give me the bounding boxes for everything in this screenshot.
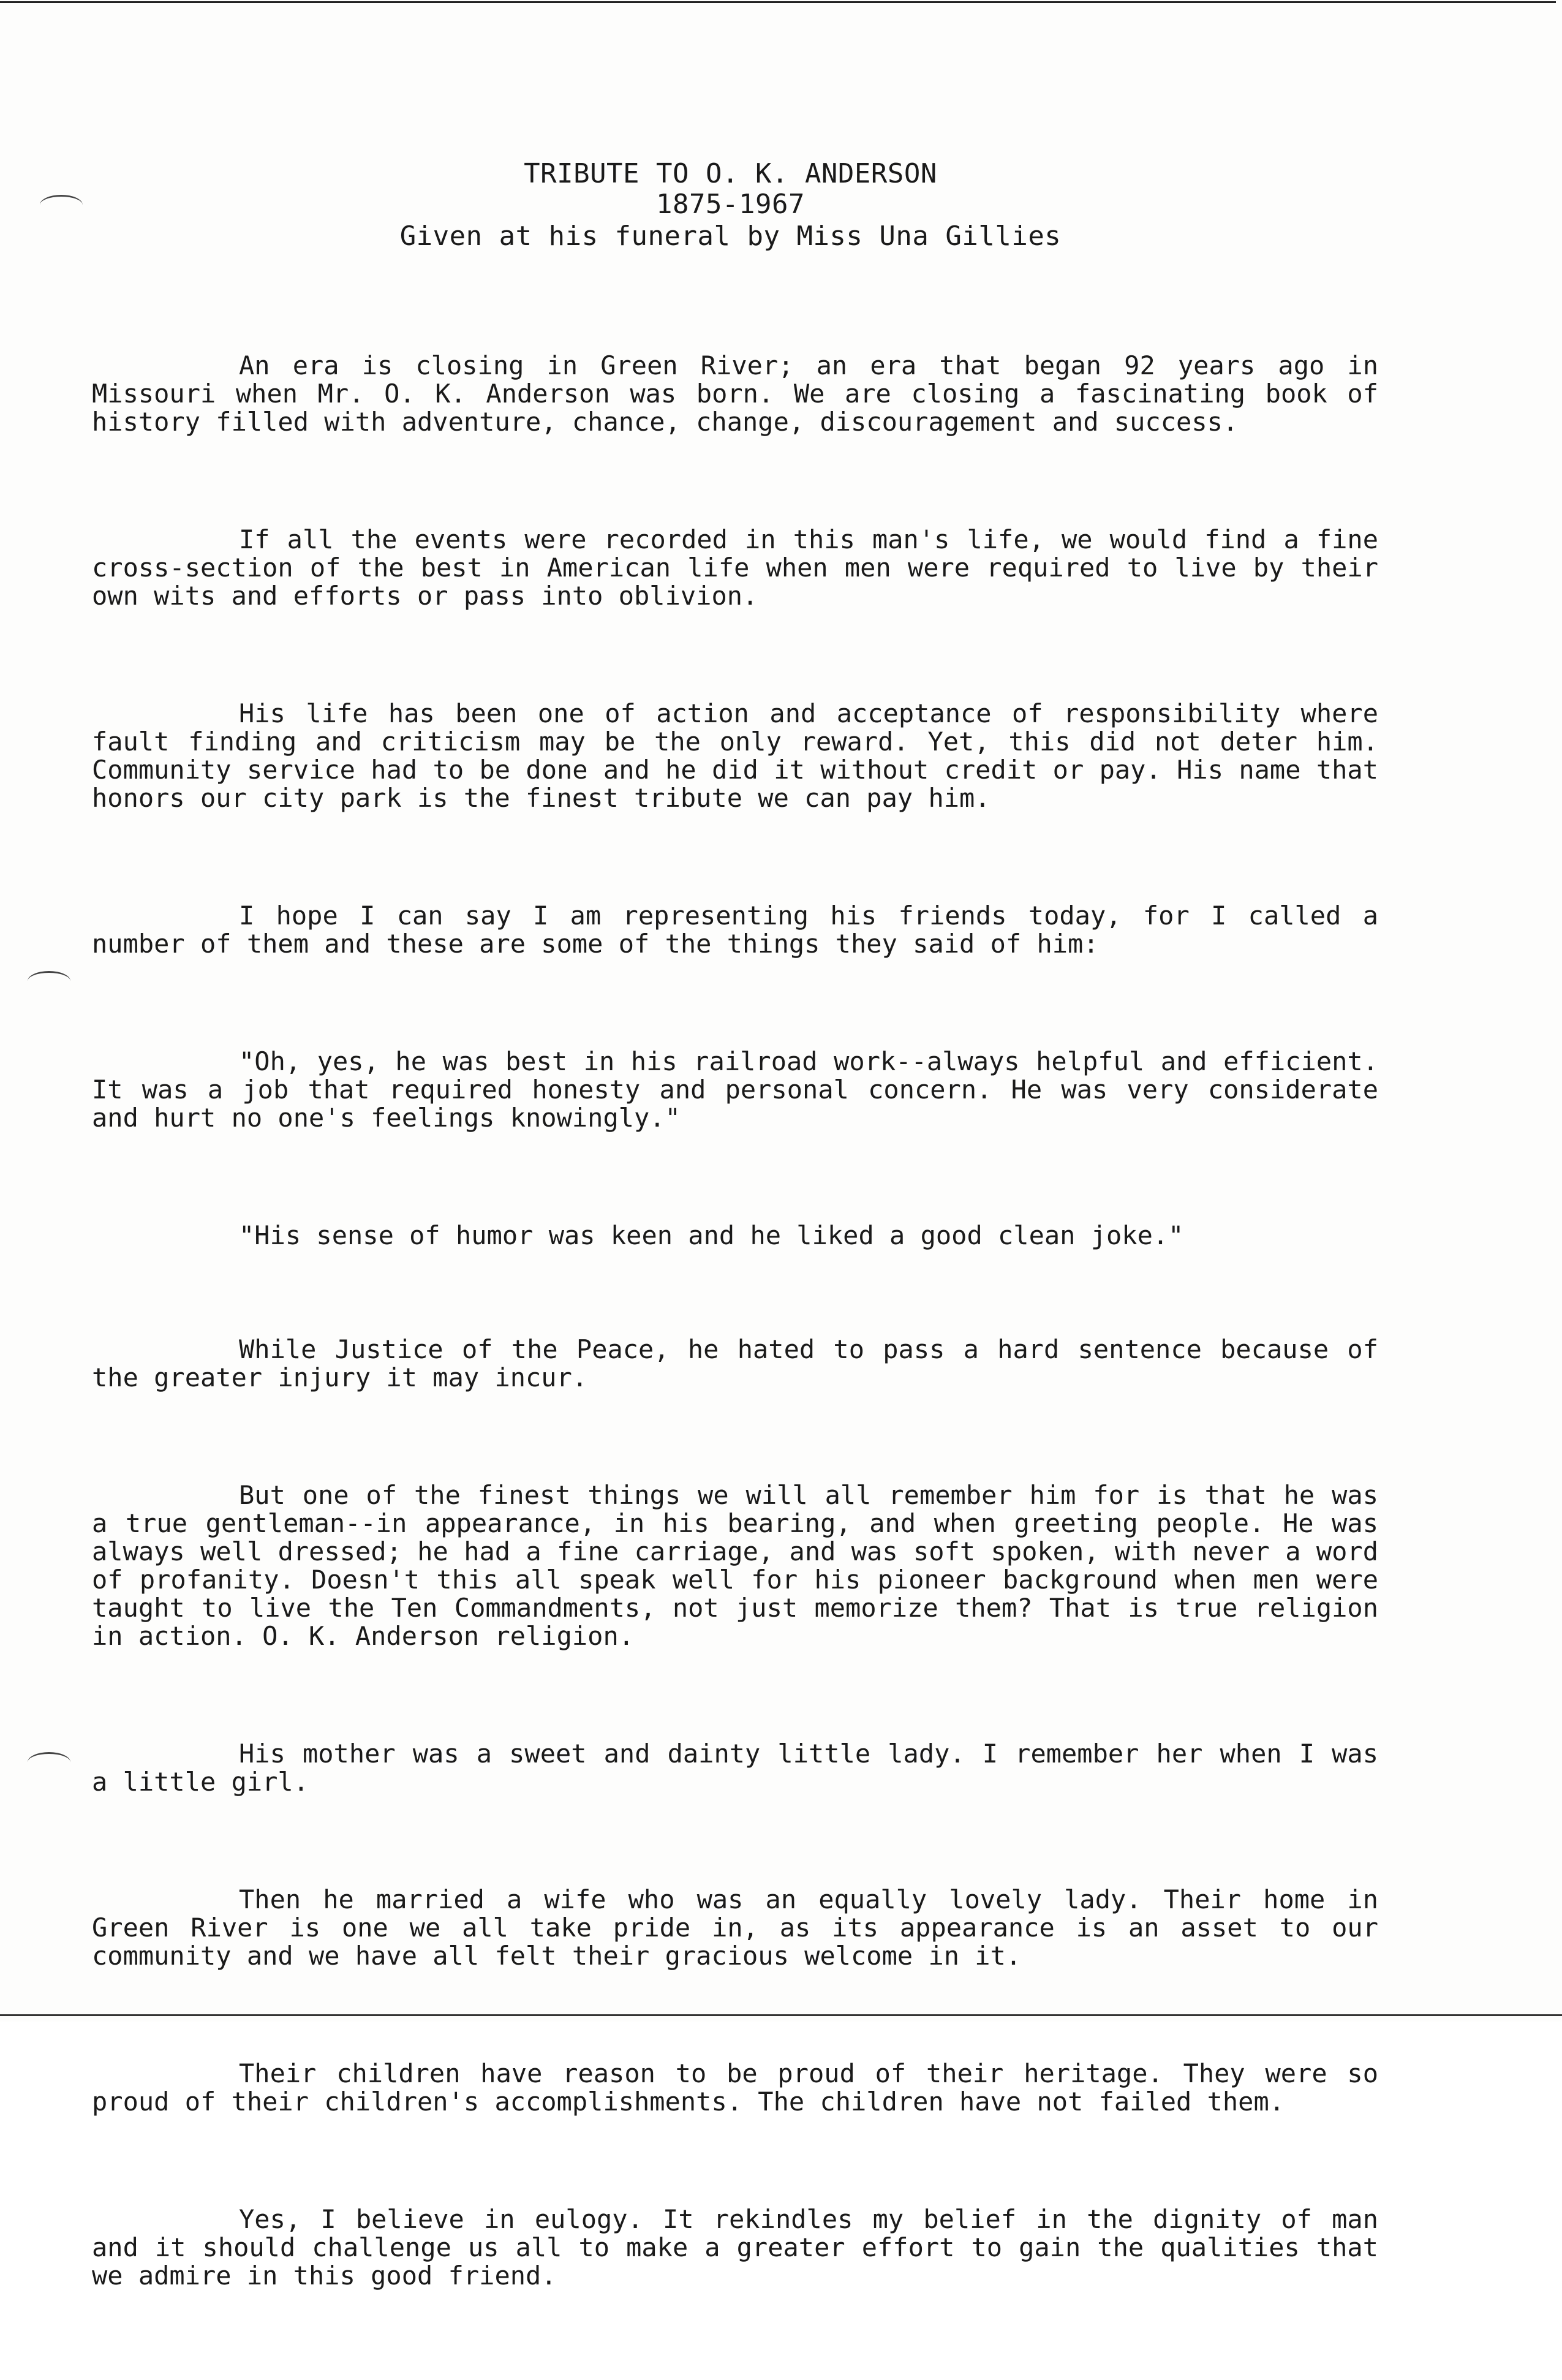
paragraph-children: Their children have reason to be proud of their heritage. They were so proud of their children's accomplishments. The children have not failed them. <box>92 2058 1394 2117</box>
punch-hole-mark-middle <box>28 971 70 991</box>
document-title: TRIBUTE TO O. K. ANDERSON <box>524 158 937 189</box>
paragraph-quote-humor: "His sense of humor was keen and he liked a good clean joke." <box>239 1220 1184 1250</box>
tribute-body <box>92 295 1394 2379</box>
document-dates: 1875-1967 <box>656 189 805 220</box>
paragraph-eulogy: Yes, I believe in eulogy. It rekindles my belief in the dignity of man and it should challenge us all to make a greater effort to gain the qualities that we admire in this good friend. <box>92 2204 1394 2291</box>
paragraph-his-wife: Then he married a wife who was an equally lovely lady. Their home in Green River is one we all take pride in, as its appearance is an asset to our community and we have all felt their gracious welcome in it. <box>92 1884 1394 1971</box>
paragraph-his-mother: His mother was a sweet and dainty little lady. I remember her when I was a little girl. <box>92 1739 1394 1797</box>
top-edge-line <box>0 1 1556 3</box>
document-subtitle: Given at his funeral by Miss Una Gillies <box>399 221 1062 252</box>
paragraph-events-recorded: If all the events were recorded in this man's life, we would find a fine cross-section of the best in American life when men were required to live by their own wits and efforts or pass into oblivion. <box>92 524 1394 611</box>
paragraph-quote-railroad: "Oh, yes, he was best in his railroad work--always helpful and efficient. It was a job that required honesty and personal concern. He was very considerate and hurt no one's feelings knowingly." <box>92 1046 1394 1133</box>
paragraph-era-closing: An era is closing in Green River; an era that began 92 years ago in Missouri when Mr. O. K. Anderson was born. We are closing a fascinating book of history filled with adventure, chance, change, discouragement and success. <box>92 350 1394 437</box>
bottom-edge-line <box>0 2014 1562 2016</box>
punch-hole-mark-bottom <box>28 1752 70 1772</box>
paragraph-justice-of-peace: While Justice of the Peace, he hated to pass a hard sentence because of the greater injury it may incur. <box>92 1334 1394 1392</box>
paragraph-true-gentleman: But one of the finest things we will all remember him for is that he was a true gentleman--in appearance, in his bearing, and when greeting people. He was always well dressed; he had a fine carriage, and was soft spoken, with never a word of profanity. Doesn't this all speak well for his pioneer background when men were taught to live the Ten Commandments, not just memorize them? That is true religion in action. O. K. Anderson religion. <box>92 1480 1394 1651</box>
paragraph-life-of-action: His life has been one of action and acceptance of responsibility where fault finding and criticism may be the only reward. Yet, this did not deter him. Community service had to be done and he did it without credit or pay. His name that honors our city park is the finest tribute we can pay him. <box>92 698 1394 813</box>
paragraph-representing-friends: I hope I can say I am representing his friends today, for I called a number of them and these are some of the things they said of him: <box>92 901 1394 959</box>
